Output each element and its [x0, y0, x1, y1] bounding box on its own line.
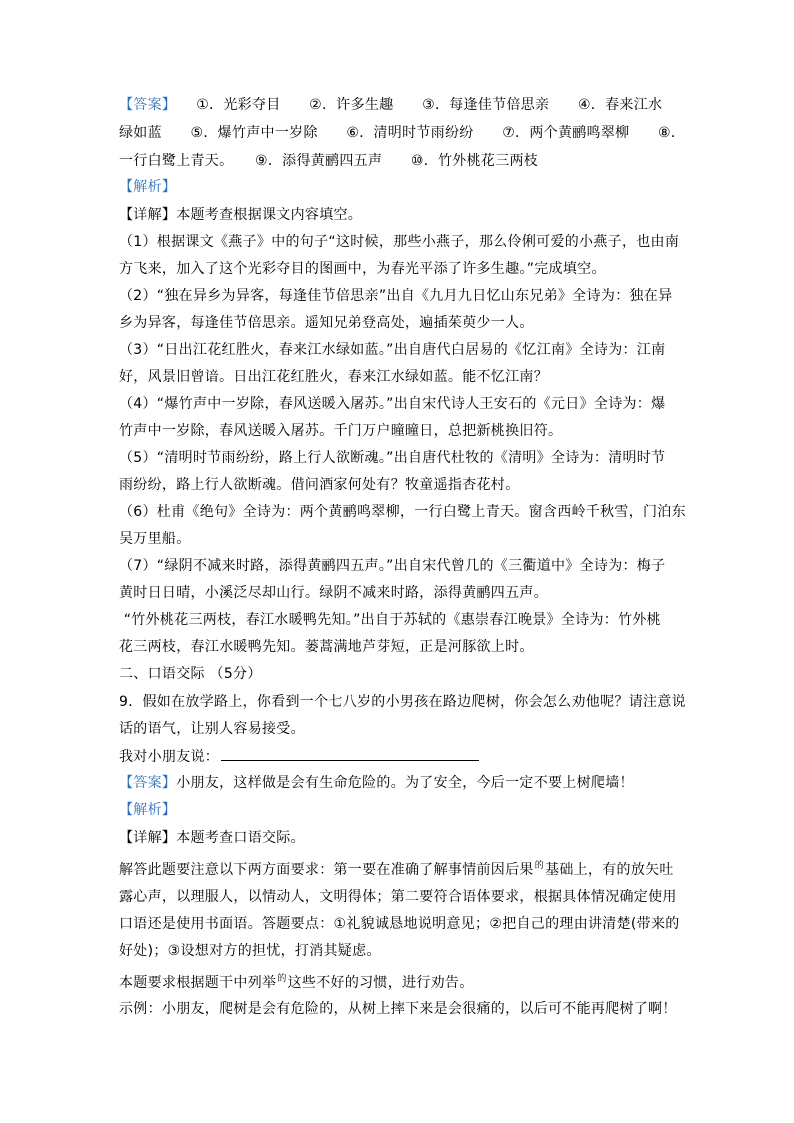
- body-line: （2）“独在异乡为异客，每逢佳节倍思亲”出自《九月九日忆山东兄弟》全诗为：独在异: [119, 288, 673, 304]
- body-line: （3）“日出江花红胜火，春来江水绿如蓝。”出自唐代白居易的《忆江南》全诗为：江南: [119, 342, 666, 358]
- answer-prompt: 我对小朋友说：: [119, 749, 220, 765]
- analysis-label: 【解析】: [119, 179, 177, 195]
- answer-label: 【答案】: [119, 97, 177, 113]
- requirement-line: 口语还是使用书面语。答题要点：①礼貌诚恳地说明意见；②把自己的理由讲清楚(带来的: [119, 916, 680, 932]
- question-line: 话的语气，让别人容易接受。: [119, 721, 305, 737]
- body-line: 花三两枝，春江水暖鸭先知。蒌蒿满地芦芽短，正是河豚欲上时。: [119, 639, 534, 655]
- body-line: 好，风景旧曾谙。日出江花红胜火，春来江水绿如蓝。能不忆江南？: [119, 369, 548, 385]
- body-line: （5）“清明时节雨纷纷，路上行人欲断魂。”出自唐代杜牧的《清明》全诗为：清明时节: [119, 450, 666, 466]
- answer-line-2: 绿如蓝 ⑤．爆竹声中一岁除 ⑥．清明时节雨纷纷 ⑦．两个黄鹂鸣翠柳 ⑧．: [119, 125, 686, 141]
- answer-text: ①．光彩夺目 ②．许多生趣 ③．每逢佳节倍思亲 ④．春来江水: [196, 97, 663, 113]
- body-line: 雨纷纷，路上行人欲断魂。借问酒家何处有？牧童遥指杏花村。: [119, 477, 520, 493]
- example-line: 示例：小朋友，爬树是会有危险的，从树上摔下来是会很痛的，以后可不能再爬树了啊！: [119, 1001, 677, 1017]
- detail-text: 本题考查口语交际。: [176, 830, 305, 846]
- body-line: 黄时日日晴，小溪泛尽却山行。绿阴不减来时路，添得黄鹂四五声。: [119, 585, 548, 601]
- task-text: 本题要求根据题干中列举: [119, 975, 277, 991]
- detail-label: 【详解】: [119, 830, 177, 846]
- body-line: （1）根据课文《燕子》中的句子“这时候，那些小燕子，那么伶俐可爱的小燕子，也由南: [119, 234, 680, 250]
- requirement-line: 露心声，以理服人，以情动人，文明得体；第二要符合语体要求，根据具体情况确定使用: [119, 889, 677, 905]
- answer-prompt-line: [119, 746, 479, 767]
- task-line: [119, 973, 474, 995]
- detail-line: [119, 205, 362, 225]
- answer-line-1: [119, 95, 662, 115]
- requirement-line: 好处)；③设想对方的担忧，打消其疑虑。: [119, 943, 381, 959]
- superscript-char: 的: [277, 974, 287, 984]
- requirement-text: 基础上，有的放矢吐: [545, 862, 674, 878]
- body-line: 吴万里船。: [119, 531, 191, 547]
- body-line: 方飞来，加入了这个光彩夺目的图画中，为春光平添了许多生趣。”完成填空。: [119, 261, 606, 277]
- answer-blank: [221, 746, 479, 761]
- answer-text: 小朋友，这样做是会有生命危险的。为了安全，今后一定不要上树爬墙！: [176, 775, 634, 791]
- requirement-line: [119, 860, 674, 882]
- detail-label: 【详解】: [119, 207, 177, 223]
- body-line: “竹外桃花三两枝，春江水暖鸭先知。”出自于苏轼的《惠崇春江晚景》全诗为：竹外桃: [119, 612, 661, 628]
- answer-label: 【答案】: [119, 775, 177, 791]
- answer-line-3: 一行白鹭上青天。 ⑨．添得黄鹂四五声 ⑩．竹外桃花三两枝: [119, 153, 539, 169]
- superscript-char: 的: [534, 861, 545, 871]
- answer-line: [119, 773, 634, 793]
- task-text: 这些不好的习惯，进行劝告。: [287, 975, 474, 991]
- body-line: （4）“爆竹声中一岁除，春风送暖入屠苏。”出自宋代诗人王安石的《元日》全诗为：爆: [119, 396, 666, 412]
- body-line: 竹声中一岁除，春风送暖入屠苏。千门万户曈曈日，总把新桃换旧符。: [119, 423, 563, 439]
- requirement-text: 解答此题要注意以下两方面要求：第一要在准确了解事情前因后果: [119, 862, 534, 878]
- body-line: 乡为异客，每逢佳节倍思亲。遥知兄弟登高处，遍插茱萸少一人。: [119, 315, 534, 331]
- body-line: （7）“绿阴不减来时路，添得黄鹂四五声。”出自宋代曾几的《三衢道中》全诗为：梅子: [119, 558, 666, 574]
- question-line: 9．假如在放学路上，你看到一个七八岁的小男孩在路边爬树，你会怎么劝他呢？请注意说: [119, 694, 686, 710]
- detail-text: 本题考查根据课文内容填空。: [176, 207, 363, 223]
- section-heading: 二、口语交际 （5分）: [119, 666, 262, 682]
- body-line: （6）杜甫《绝句》全诗为：两个黄鹂鸣翠柳，一行白鹭上青天。窗含西岭千秋雪，门泊东: [119, 504, 686, 520]
- detail-line: [119, 828, 305, 848]
- analysis-label: 【解析】: [119, 802, 177, 818]
